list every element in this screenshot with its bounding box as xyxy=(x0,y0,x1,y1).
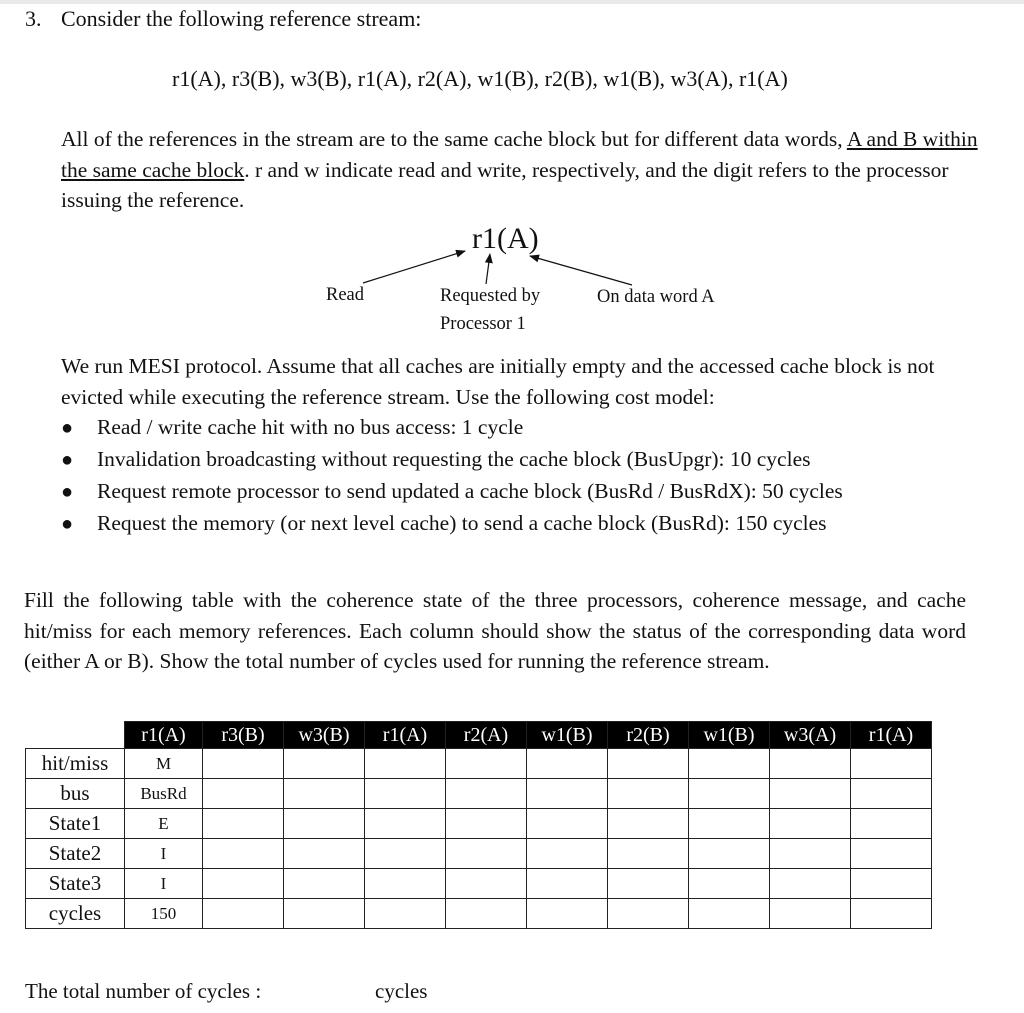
empty-cell[interactable] xyxy=(284,869,365,899)
example-reference: r1(A) xyxy=(472,222,539,255)
arrow-requested xyxy=(486,254,490,284)
table-cell: BusRd xyxy=(125,779,203,809)
table-row xyxy=(26,749,932,779)
table-cell: I xyxy=(125,839,203,869)
cost-item-text: Invalidation broadcasting without requesting the cache block (BusUpgr): 10 cycles xyxy=(97,447,811,471)
table-row xyxy=(26,809,932,839)
empty-cell[interactable] xyxy=(446,749,527,779)
empty-cell[interactable] xyxy=(203,899,284,929)
question-intro: Consider the following reference stream: xyxy=(61,6,422,31)
empty-cell[interactable] xyxy=(851,899,932,929)
table-cell: E xyxy=(125,809,203,839)
empty-cell[interactable] xyxy=(689,749,770,779)
bullet-icon: ● xyxy=(61,481,74,503)
empty-cell[interactable] xyxy=(770,749,851,779)
empty-cell[interactable] xyxy=(203,869,284,899)
empty-cell[interactable] xyxy=(203,839,284,869)
column-header: w1(B) xyxy=(527,722,608,749)
empty-cell[interactable] xyxy=(689,839,770,869)
empty-cell[interactable] xyxy=(284,899,365,929)
empty-cell[interactable] xyxy=(365,899,446,929)
empty-cell[interactable] xyxy=(527,809,608,839)
cost-item-text: Read / write cache hit with no bus access: 1 cycle xyxy=(97,415,524,439)
reference-stream: r1(A), r3(B), w3(B), r1(A), r2(A), w1(B), r2(B), w1(B), w3(A), r1(A) xyxy=(172,66,788,91)
empty-cell[interactable] xyxy=(689,779,770,809)
column-header: r1(A) xyxy=(851,722,932,749)
empty-cell[interactable] xyxy=(365,839,446,869)
label-processor: Processor 1 xyxy=(440,314,526,334)
empty-cell[interactable] xyxy=(527,839,608,869)
row-label: bus xyxy=(26,779,125,809)
table-row xyxy=(26,839,932,869)
column-header: r1(A) xyxy=(125,722,203,749)
empty-cell[interactable] xyxy=(608,869,689,899)
column-header: w1(B) xyxy=(689,722,770,749)
description-text-end: . r and w indicate read and write, respectively, and the digit refers to the processor issuing the reference. xyxy=(61,157,949,212)
empty-cell[interactable] xyxy=(527,869,608,899)
description-text: All of the references in the stream are to the same cache block but for different data words, xyxy=(61,127,847,151)
table-cell: I xyxy=(125,869,203,899)
label-data-word: On data word A xyxy=(597,287,715,307)
empty-cell[interactable] xyxy=(365,809,446,839)
column-header: w3(B) xyxy=(284,722,365,749)
empty-cell[interactable] xyxy=(284,779,365,809)
empty-cell[interactable] xyxy=(284,839,365,869)
table-row xyxy=(26,869,932,899)
underlined-text: A and B within the same cache block xyxy=(61,127,978,182)
empty-cell[interactable] xyxy=(527,779,608,809)
column-header: r2(A) xyxy=(446,722,527,749)
list-item xyxy=(61,413,843,445)
bullet-icon: ● xyxy=(61,417,74,439)
cycles-unit: cycles xyxy=(375,979,428,1003)
empty-cell[interactable] xyxy=(365,869,446,899)
empty-cell[interactable] xyxy=(689,899,770,929)
corner-cell xyxy=(26,722,125,749)
coherence-table xyxy=(25,721,932,929)
arrow-data-word xyxy=(530,256,632,285)
cost-model-list xyxy=(61,413,843,541)
empty-cell[interactable] xyxy=(608,749,689,779)
empty-cell[interactable] xyxy=(689,809,770,839)
row-label: cycles xyxy=(26,899,125,929)
protocol-description: We run MESI protocol. Assume that all caches are initially empty and the accessed cache block is not evicted while executing the reference stream. Use the following cost model: xyxy=(61,354,935,409)
label-read: Read xyxy=(326,285,365,305)
empty-cell[interactable] xyxy=(203,749,284,779)
table-row xyxy=(26,779,932,809)
question-number: 3. xyxy=(25,6,42,31)
empty-cell[interactable] xyxy=(851,809,932,839)
cost-item-text: Request remote processor to send updated a cache block (BusRd / BusRdX): 50 cycles xyxy=(97,479,843,503)
column-header: w3(A) xyxy=(770,722,851,749)
row-label: State2 xyxy=(26,839,125,869)
empty-cell[interactable] xyxy=(689,869,770,899)
empty-cell[interactable] xyxy=(851,749,932,779)
empty-cell[interactable] xyxy=(770,779,851,809)
empty-cell[interactable] xyxy=(770,839,851,869)
row-label: State1 xyxy=(26,809,125,839)
empty-cell[interactable] xyxy=(446,779,527,809)
empty-cell[interactable] xyxy=(608,899,689,929)
empty-cell[interactable] xyxy=(365,749,446,779)
cost-item-text: Request the memory (or next level cache) to send a cache block (BusRd): 150 cycles xyxy=(97,511,827,535)
empty-cell[interactable] xyxy=(608,779,689,809)
column-header: r1(A) xyxy=(365,722,446,749)
empty-cell[interactable] xyxy=(365,779,446,809)
table-cell: M xyxy=(125,749,203,779)
empty-cell[interactable] xyxy=(284,809,365,839)
row-label: hit/miss xyxy=(26,749,125,779)
bullet-icon: ● xyxy=(61,449,74,471)
arrow-read xyxy=(363,251,465,283)
table-cell: 150 xyxy=(125,899,203,929)
empty-cell[interactable] xyxy=(446,839,527,869)
empty-cell[interactable] xyxy=(770,869,851,899)
list-item xyxy=(61,445,843,477)
empty-cell[interactable] xyxy=(203,809,284,839)
empty-cell[interactable] xyxy=(446,809,527,839)
list-item xyxy=(61,477,843,509)
empty-cell[interactable] xyxy=(203,779,284,809)
label-requested-by: Requested by xyxy=(440,286,541,306)
table-header-row xyxy=(26,722,932,749)
column-header: r3(B) xyxy=(203,722,284,749)
empty-cell[interactable] xyxy=(284,749,365,779)
table-instructions: Fill the following table with the coherence state of the three processors, coherence message, and cache hit/miss for each memory references. Each column should show the status of the corresponding data word (either A or B). Show the total number of cycles used for running the reference stream. xyxy=(24,588,966,673)
empty-cell[interactable] xyxy=(770,899,851,929)
empty-cell[interactable] xyxy=(608,809,689,839)
empty-cell[interactable] xyxy=(851,869,932,899)
empty-cell[interactable] xyxy=(770,809,851,839)
table-row xyxy=(26,899,932,929)
list-item xyxy=(61,509,843,541)
empty-cell[interactable] xyxy=(446,899,527,929)
empty-cell[interactable] xyxy=(527,899,608,929)
empty-cell[interactable] xyxy=(851,779,932,809)
empty-cell[interactable] xyxy=(608,839,689,869)
column-header: r2(B) xyxy=(608,722,689,749)
bullet-icon: ● xyxy=(61,513,74,535)
total-cycles-label: The total number of cycles : xyxy=(25,979,262,1003)
row-label: State3 xyxy=(26,869,125,899)
empty-cell[interactable] xyxy=(851,839,932,869)
empty-cell[interactable] xyxy=(527,749,608,779)
empty-cell[interactable] xyxy=(446,869,527,899)
